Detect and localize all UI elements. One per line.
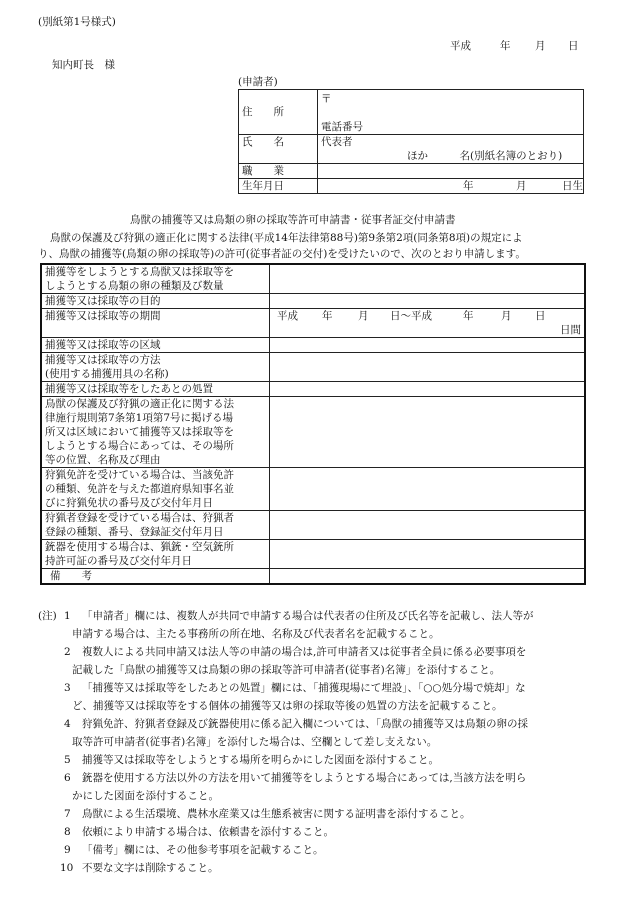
notes-prefix: (注) xyxy=(38,610,57,622)
representative-label: 代表者 xyxy=(321,136,353,148)
species-label: 捕獲等をしようとする鳥獣又は採取等を しようとする鳥類の卵の種類及び数量 xyxy=(41,264,270,294)
area-field[interactable] xyxy=(270,338,586,353)
table-row xyxy=(41,338,585,353)
note-number: 1 xyxy=(64,610,71,622)
note-number: 2 xyxy=(64,646,71,658)
table-row xyxy=(41,468,585,511)
table-row xyxy=(41,382,585,397)
note-text: 狩猟免許、狩猟者登録及び銃器使用に係る記入欄については、「鳥獣の捕獲等又は鳥類の卵の採 xyxy=(82,718,529,730)
method-field[interactable] xyxy=(270,353,586,382)
address-row xyxy=(239,90,584,135)
registration-field[interactable] xyxy=(270,511,586,540)
application-table xyxy=(40,263,586,585)
firearm-field[interactable] xyxy=(270,540,586,569)
period-day-start: 日～平成 xyxy=(390,310,432,322)
disposal-label: 捕獲等又は採取等をしたあとの処置 xyxy=(41,382,270,397)
postal-mark: 〒 xyxy=(321,93,332,105)
period-label: 捕獲等又は採取等の期間 xyxy=(41,309,270,338)
note-text: 「備考」欄には、その他参考事項を記載すること。 xyxy=(82,844,324,856)
intro-line-2: り、鳥獣の捕獲等(鳥類の卵の採取等)の許可(従事者証の交付)を受けたいので、次のとおり申請します。 xyxy=(38,248,526,260)
area-label: 捕獲等又は採取等の区域 xyxy=(41,338,270,353)
note-text: 鳥獣による生活環境、農林水産業又は生態系被害に関する証明書を添付すること。 xyxy=(82,808,471,820)
firearm-label: 銃器を使用する場合は、猟銃・空気銃所 持許可証の番号及び交付年月日 xyxy=(41,540,270,569)
table-row xyxy=(41,264,585,294)
purpose-field[interactable] xyxy=(270,294,586,309)
date-day: 日 xyxy=(568,40,579,52)
method-label: 捕獲等又は採取等の方法 (使用する捕獲用具の名称) xyxy=(41,353,270,382)
note-text: 不要な文字は削除すること。 xyxy=(82,862,219,874)
dob-year: 年 xyxy=(463,180,474,192)
table-row xyxy=(41,294,585,309)
date-month: 月 xyxy=(535,40,546,52)
form-number: (別紙第1号様式) xyxy=(38,16,116,28)
note-number: 5 xyxy=(64,754,71,766)
table-row xyxy=(41,569,585,585)
date-era: 平成 xyxy=(450,40,471,52)
note-text: 取等許可申請者(従事者)名簿」を添付した場合は、空欄として差し支えない。 xyxy=(72,736,438,748)
applicant-caption: (申請者) xyxy=(238,76,278,88)
name-field[interactable] xyxy=(318,135,584,164)
name-row xyxy=(239,135,584,164)
registration-label: 狩猟者登録を受けている場合は、狩猟者 登録の種類、番号、登録証交付年月日 xyxy=(41,511,270,540)
period-year-start: 年 xyxy=(322,310,333,322)
note-text: 「申請者」欄には、複数人が共同で申請する場合は代表者の住所及び氏名等を記載し、法人等が xyxy=(82,610,534,622)
purpose-label: 捕獲等又は採取等の目的 xyxy=(41,294,270,309)
note-number: 7 xyxy=(64,808,71,820)
note-text: 「捕獲等又は採取等をしたあとの処置」欄には、「捕獲現場にて埋設」、「○○処分場で焼却」な xyxy=(82,682,526,694)
dob-field[interactable] xyxy=(318,179,584,194)
intro-line-1: 鳥獣の保護及び狩猟の適正化に関する法律(平成14年法律第88号)第9条第2項(同条第8項)の規定によ xyxy=(50,232,523,244)
others-label: ほか 名(別紙名簿のとおり) xyxy=(407,150,563,162)
note-number: 8 xyxy=(64,826,71,838)
period-day-end: 日 xyxy=(535,310,546,322)
address-field[interactable] xyxy=(318,90,584,135)
note-number: 6 xyxy=(64,772,71,784)
table-row xyxy=(41,397,585,468)
note-number: 9 xyxy=(64,844,71,856)
license-field[interactable] xyxy=(270,468,586,511)
period-era-start: 平成 xyxy=(277,310,298,322)
restricted-area-field[interactable] xyxy=(270,397,586,468)
note-number: 10 xyxy=(60,862,74,874)
note-text: 銃器を使用する方法以外の方法を用いて捕獲等をしようとする場合にあっては,当該方法を明ら xyxy=(82,772,527,784)
disposal-field[interactable] xyxy=(270,382,586,397)
dob-month: 月 xyxy=(516,180,527,192)
table-row xyxy=(41,309,585,338)
dob-label: 生年月日 xyxy=(239,179,318,194)
applicant-table xyxy=(238,89,584,194)
restricted-area-label: 鳥獣の保護及び狩猟の適正化に関する法 律施行規則第7条第1項第7号に掲げる場 所又は区域において捕獲等又は採取等を しようとする場合にあっては、その場所 等の位置、名称及び理由 xyxy=(41,397,270,468)
form-title: 鳥獣の捕獲等又は鳥類の卵の採取等許可申請書・従事者証交付申請書 xyxy=(130,214,456,226)
period-month-start: 月 xyxy=(358,310,369,322)
name-label: 氏 名 xyxy=(239,135,318,164)
period-year-end: 年 xyxy=(463,310,474,322)
period-month-end: 月 xyxy=(501,310,512,322)
table-row xyxy=(41,540,585,569)
note-text: ど、捕獲等又は採取等をする個体の捕獲等又は卵の採取等後の処置の方法を記載すること。 xyxy=(72,700,503,712)
note-number: 4 xyxy=(64,718,71,730)
remarks-label: 備 考 xyxy=(41,569,270,585)
table-row xyxy=(41,353,585,382)
note-text: 申請する場合は、主たる事務所の所在地、名称及び代表者名を記載すること。 xyxy=(72,628,440,640)
job-row xyxy=(239,164,584,179)
job-field[interactable] xyxy=(318,164,584,179)
note-text: かにした図面を添付すること。 xyxy=(72,790,219,802)
table-row xyxy=(41,511,585,540)
note-text: 捕獲等又は採取等をしようとする場所を明らかにした図面を添付すること。 xyxy=(82,754,439,766)
license-label: 狩猟免許を受けている場合は、当該免許 の種類、免許を与えた都道府県知事名並 びに狩猟免状の番号及び交付年月日 xyxy=(41,468,270,511)
address-label: 住 所 xyxy=(239,90,318,135)
note-text: 依頼により申請する場合は、依頼書を添付すること。 xyxy=(82,826,334,838)
note-text: 複数人による共同申請又は法人等の申請の場合は,許可申請者又は従事者全員に係る必要事項を xyxy=(82,646,527,658)
job-label: 職 業 xyxy=(239,164,318,179)
remarks-field[interactable] xyxy=(270,569,586,585)
dob-row xyxy=(239,179,584,194)
addressee: 知内町長 様 xyxy=(52,59,115,71)
period-days: 日間 xyxy=(560,324,581,336)
dob-day: 日生 xyxy=(562,180,583,192)
phone-label: 電話番号 xyxy=(321,121,363,133)
species-field[interactable] xyxy=(270,264,586,294)
note-text: 記載した「鳥獣の捕獲等又は鳥類の卵の採取等許可申請者(従事者)名簿」を添付すること。 xyxy=(72,664,501,676)
note-number: 3 xyxy=(64,682,71,694)
period-field[interactable] xyxy=(270,309,586,338)
date-year: 年 xyxy=(500,40,511,52)
